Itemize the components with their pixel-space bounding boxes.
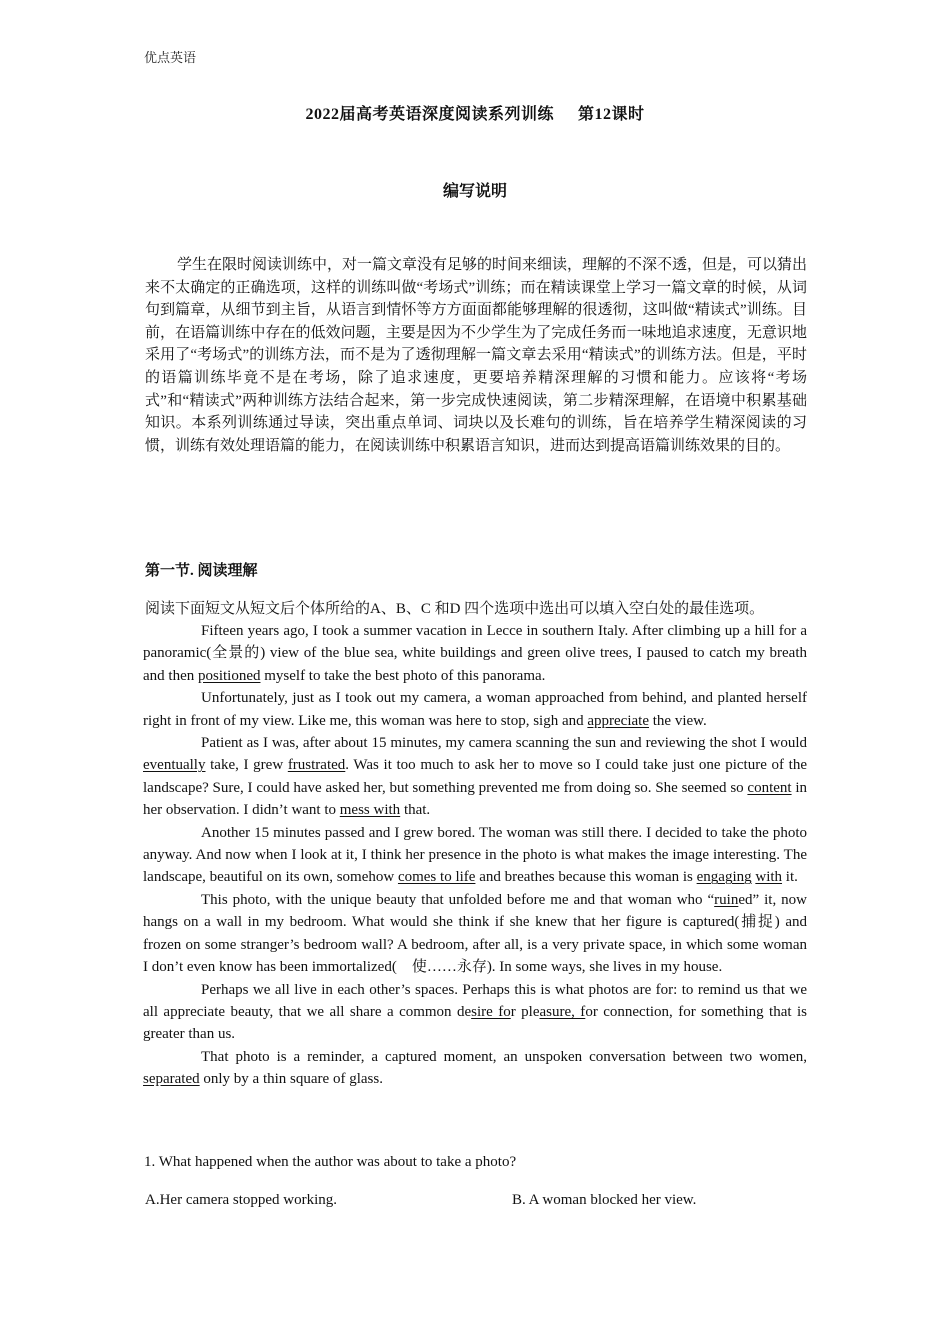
title-lesson: 第12课时 bbox=[578, 106, 645, 123]
header-brand: 优点英语 bbox=[144, 50, 197, 65]
underlined-word: frustrated bbox=[287, 757, 346, 774]
underlined-word: comes to life bbox=[397, 869, 476, 886]
underlined-word: eventually bbox=[143, 757, 206, 774]
passage-paragraph-2: Unfortunately, just as I took out my camera, a woman approached from behind, and planted herself right in front of my view. Like me, this woman was here to stop, sigh and appreciate the view. bbox=[143, 690, 807, 729]
title-main: 2022届高考英语深度阅读系列训练 bbox=[305, 106, 554, 123]
passage-paragraph-4: Another 15 minutes passed and I grew bored. The woman was still there. I decided to take the photo anyway. And now when I look at it, I think her presence in the photo is what makes the image interesting. The landscape, beautiful on its own, somehow comes to life and breathes because this woman is engaging with it. bbox=[143, 824, 807, 886]
underlined-word: with bbox=[755, 869, 783, 886]
underlined-word: ruin bbox=[714, 891, 739, 908]
option-b: B. A woman blocked her view. bbox=[512, 1192, 697, 1208]
passage-paragraph-3: Patient as I was, after about 15 minutes, my camera scanning the sun and reviewing the shot I would eventually take, I grew frustrated. Was it too much to ask her to move so I could take just one picture of the landscape? Sure, I could have asked her, but something prevented me from doing so. She seemed so content in her observation. I didn’t want to mess with that. bbox=[143, 735, 808, 819]
underlined-word: sire fo bbox=[471, 1003, 511, 1020]
page-title bbox=[0, 101, 950, 124]
underlined-word: appreciate bbox=[587, 712, 649, 729]
passage-paragraph-6: Perhaps we all live in each other’s spaces. Perhaps this is what photos are for: to remind us that we all appreciate beauty, that we all share a common desire for pleasure, for connection, for something that is greater than us. bbox=[143, 981, 807, 1043]
section-heading: 第一节. 阅读理解 bbox=[145, 563, 258, 579]
page-subtitle: 编写说明 bbox=[442, 183, 507, 200]
underlined-word: content bbox=[747, 779, 792, 796]
passage-paragraph-7: That photo is a reminder, a captured moment, an unspoken conversation between two women, separated only by a thin square of glass. bbox=[143, 1048, 807, 1088]
passage-paragraph-5: This photo, with the unique beauty that unfolded before me and that woman who “ruined” it, now hangs on a wall in my bedroom. What would she think if she knew that her figure is captured(捕捉) and frozen on some stranger’s bedroom wall? A bedroom, after all, is a very private space, in which some woman I don’t even know has been immortalized( 使……永存). In some ways, she lives in my house. bbox=[143, 891, 807, 976]
reading-passage bbox=[143, 620, 807, 1091]
question-1: 1. What happened when the author was about to take a photo? bbox=[144, 1154, 517, 1170]
section-instruction: 阅读下面短文从短文后个体所给的A、B、C 和D 四个选项中选出可以填入空白处的最佳选项。 bbox=[145, 601, 765, 617]
underlined-word: engaging bbox=[696, 869, 752, 886]
underlined-word: asure, f bbox=[539, 1003, 586, 1020]
option-a: A.Her camera stopped working. bbox=[145, 1192, 338, 1208]
underlined-word: separated bbox=[143, 1071, 200, 1088]
intro-paragraph: 学生在限时阅读训练中，对一篇文章没有足够的时间来细读，理解的不深不透，但是，可以猜出来不太确定的正确选项，这样的训练叫做“考场式”训练；而在精读课堂上学习一篇文章的时候，从词句到篇章，从细节到主旨，从语言到情怀等方方面面都能够理解的很透彻，这叫做“精读式”训练。目前，在语篇训练中存在的低效问题，主要是因为不少学生为了完成任务而一味地追求速度，无意识地采用了“考场式”的训练方法，而不是为了透彻理解一篇文章去采用“精读式”的训练方法。但是，平时的语篇训练毕竟不是在考场，除了追求速度，更要培养精深理解的习惯和能力。应该将“考场式”和“精读式”两种训练方法结合起来，第一步完成快速阅读，第二步精深理解，在语境中积累基础知识。本系列训练通过导读，突出重点单词、词块以及长难句的训练，旨在培养学生精深阅读的习惯，训练有效处理语篇的能力，在阅读训练中积累语言知识，进而达到提高语篇训练效果的目的。 bbox=[145, 257, 808, 454]
passage-paragraph-1: Fifteen years ago, I took a summer vacation in Lecce in southern Italy. After climbing up a hill for a panoramic(全景的) view of the blue sea, white buildings and green olive trees, I paused to catch my breath and then positioned myself to take the best photo of this panorama. bbox=[143, 623, 807, 684]
underlined-word: positioned bbox=[197, 667, 261, 684]
underlined-word: mess with bbox=[339, 802, 401, 819]
